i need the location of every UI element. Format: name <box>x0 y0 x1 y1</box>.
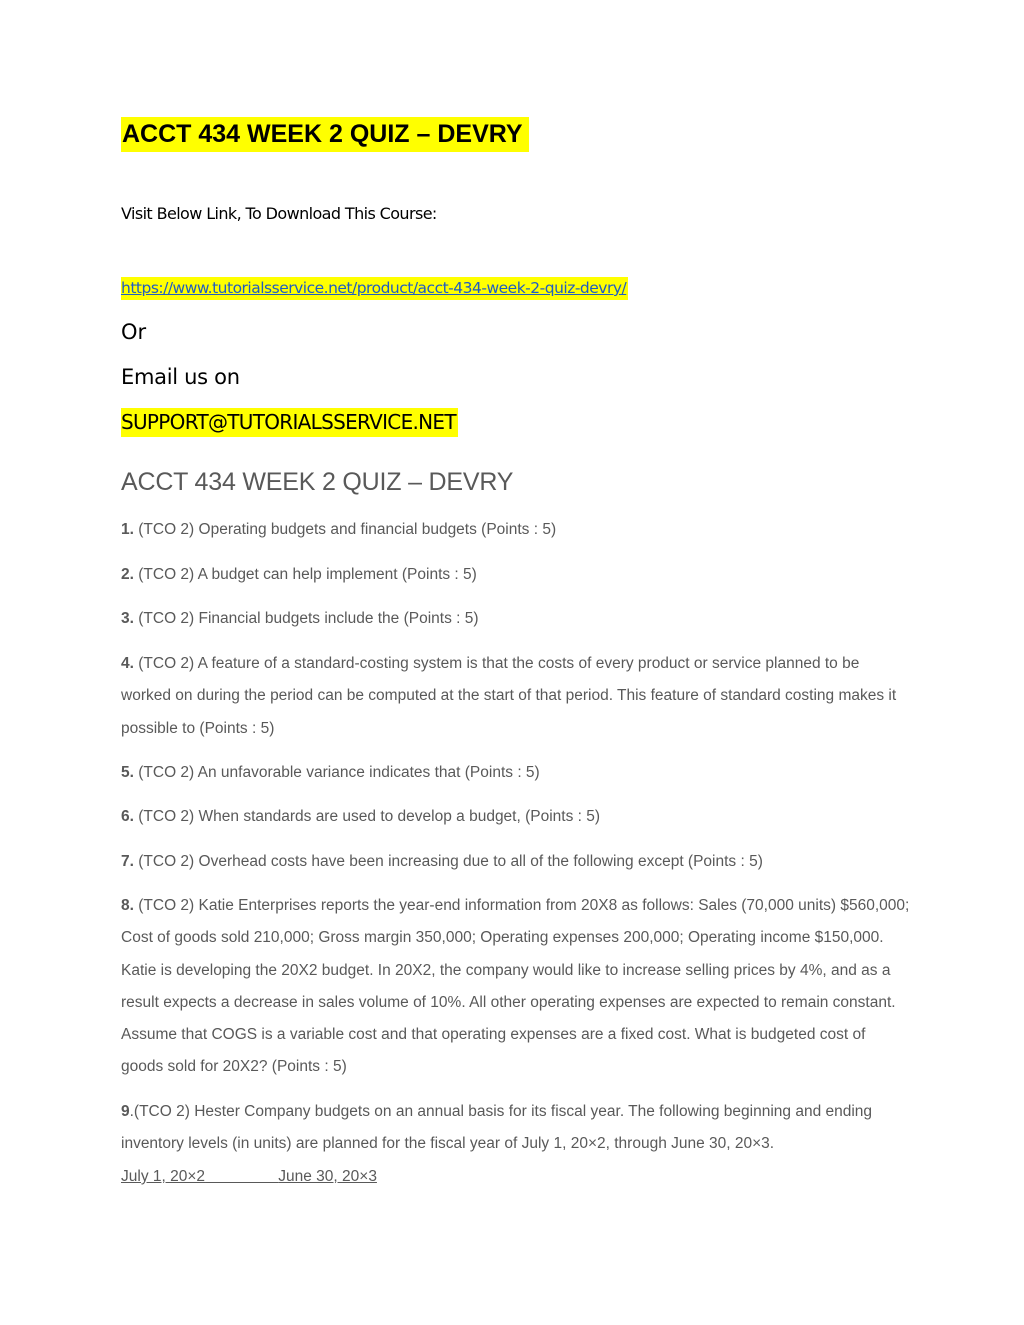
question-number: 3. <box>121 610 134 627</box>
question-text: (TCO 2) An unfavorable variance indicates that (Points : 5) <box>133 764 540 781</box>
question-text: (TCO 2) When standards are used to develop a budget, (Points : 5) <box>133 808 601 825</box>
question-number: 5. <box>121 764 134 781</box>
visit-text: Visit Below Link, To Download This Course: <box>121 204 437 223</box>
course-link[interactable]: https://www.tutorialsservice.net/product/acct-434-week-2-quiz-devry/ <box>121 277 628 300</box>
question-number: 4. <box>121 655 134 672</box>
inventory-col-june: June 30, 20×3 <box>278 1168 377 1185</box>
question-3 <box>121 603 911 635</box>
question-text: (TCO 2) A feature of a standard-costing system is that the costs of every product or service planned to be worked on during the period can be computed at the start of that period. This feature of standard costing makes it possible to (Points : 5) <box>121 655 897 737</box>
question-number: 1. <box>121 521 134 538</box>
link-block <box>121 277 628 300</box>
question-text: (TCO 2) Financial budgets include the (Points : 5) <box>133 610 479 627</box>
inventory-col-july: July 1, 20×2 <box>121 1168 206 1185</box>
question-8 <box>121 890 911 1084</box>
question-1 <box>121 514 911 546</box>
email-label: Email us on <box>121 365 240 389</box>
title-block <box>121 117 529 152</box>
question-number: 6. <box>121 808 134 825</box>
question-2 <box>121 559 911 591</box>
question-5 <box>121 757 911 789</box>
question-number: 7. <box>121 853 134 870</box>
question-number: 8. <box>121 897 134 914</box>
question-text: (TCO 2) Operating budgets and financial budgets (Points : 5) <box>133 521 557 538</box>
question-text: (TCO 2) A budget can help implement (Points : 5) <box>133 566 477 583</box>
question-6 <box>121 801 911 833</box>
question-text: (TCO 2) Katie Enterprises reports the year-end information from 20X8 as follows: Sales (70,000 units) $560,000; Cost of goods sold 210,000; Gross margin 350,000; Operating expenses 200,000; Operating income $150,000. Katie is developing the 20X2 budget. In 20X2, the company would like to increase selling prices by 4%, and as a result expects a decrease in sales volume of 10%. All other operating expenses are expected to remain constant. Assume that COGS is a variable cost and that operating expenses are a fixed cost. What is budgeted cost of goods sold for 20X2? (Points : 5) <box>121 897 910 1076</box>
question-number: 2. <box>121 566 134 583</box>
email-block <box>121 408 458 437</box>
inventory-table-header <box>121 1161 377 1193</box>
question-7 <box>121 846 911 878</box>
question-9 <box>121 1096 911 1161</box>
question-text: .(TCO 2) Hester Company budgets on an annual basis for its fiscal year. The following beginning and ending inventory levels (in units) are planned for the fiscal year of July 1, 20×2, through June 30, 20×3. <box>121 1103 873 1153</box>
question-number: 9 <box>121 1103 130 1120</box>
support-email[interactable]: SUPPORT@TUTORIALSSERVICE.NET <box>121 408 458 437</box>
section-title: ACCT 434 WEEK 2 QUIZ – DEVRY <box>121 468 514 496</box>
or-text: Or <box>121 320 147 344</box>
page-title: ACCT 434 WEEK 2 QUIZ – DEVRY <box>121 117 529 152</box>
question-text: (TCO 2) Overhead costs have been increasing due to all of the following except (Points : 5) <box>133 853 763 870</box>
question-4 <box>121 648 911 745</box>
